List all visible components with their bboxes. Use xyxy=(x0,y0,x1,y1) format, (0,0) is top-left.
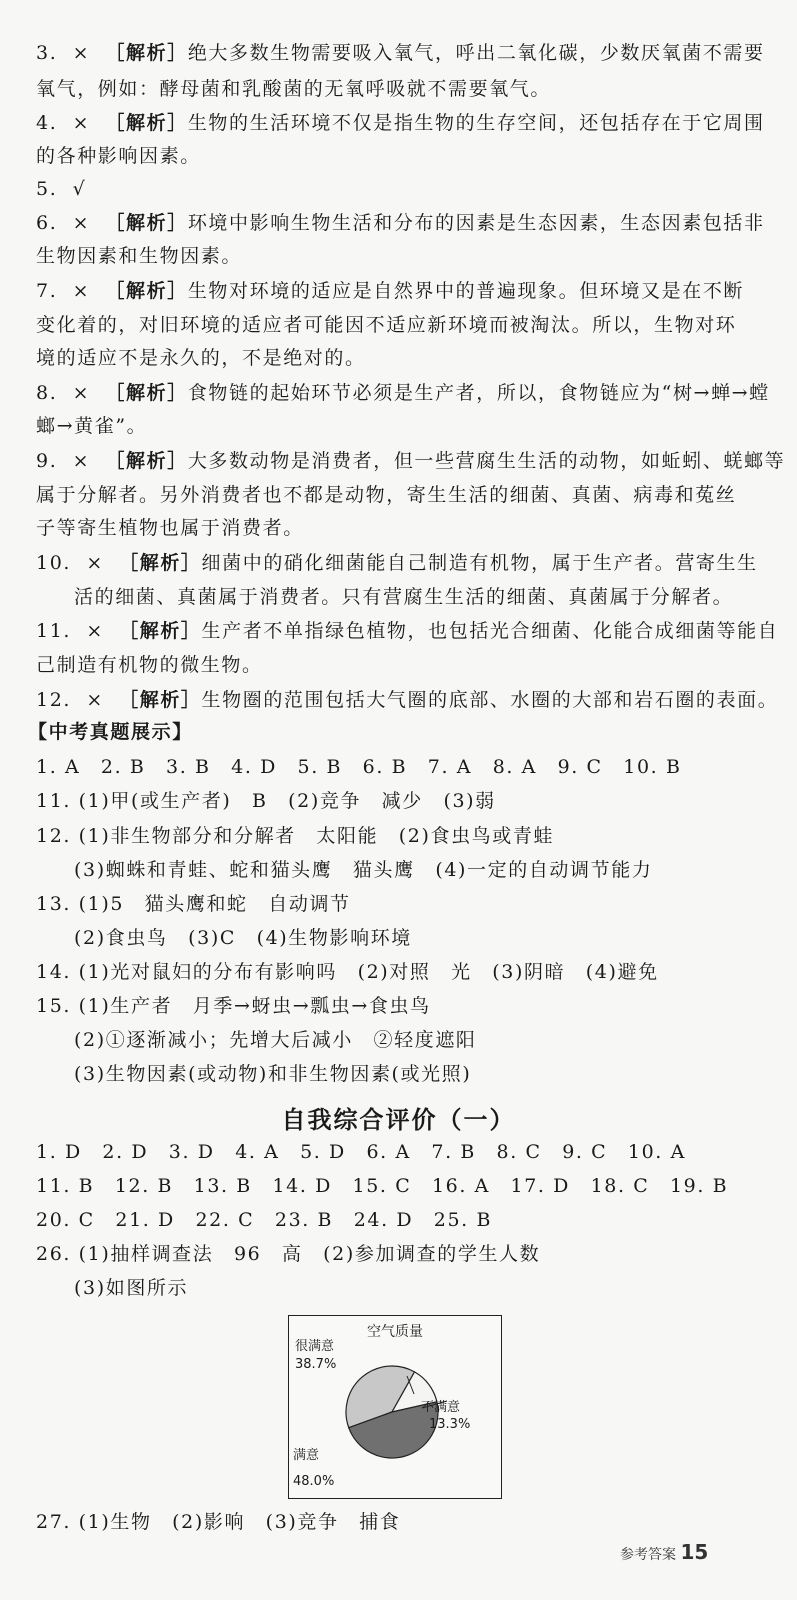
item-number: 4. xyxy=(36,112,58,134)
answer-line: 14. (1)光对鼠妇的分布有影响吗 (2)对照 光 (3)阴暗 (4)避免 xyxy=(36,961,659,983)
analysis-tag: ［解析］ xyxy=(105,280,188,302)
judgment-line: 己制造有机物的微生物。 xyxy=(36,654,263,676)
section-title: 【中考真题展示】 xyxy=(28,721,193,743)
mark: × xyxy=(72,382,91,404)
mark: √ xyxy=(72,178,87,200)
mark: × xyxy=(72,112,91,134)
label-satisfied: 满意 xyxy=(293,1448,320,1463)
answer-line: (3)生物因素(或动物)和非生物因素(或光照) xyxy=(74,1063,472,1085)
mark: × xyxy=(72,212,91,234)
judgment-line: 螂→黄雀”。 xyxy=(36,415,148,437)
judgment-item-10 xyxy=(36,551,758,575)
judgment-item-4 xyxy=(36,111,765,135)
value-satisfied: 48.0% xyxy=(293,1474,335,1489)
answer-line: 1. A 2. B 3. B 4. D 5. B 6. B 7. A 8. A 9. C 10. B xyxy=(36,756,682,778)
judgment-item-9 xyxy=(36,449,785,473)
item-text: 生物对环境的适应是自然界中的普遍现象。但环境又是在不断 xyxy=(187,280,745,302)
item-number: 9. xyxy=(36,450,58,472)
analysis-tag: ［解析］ xyxy=(105,382,188,404)
judgment-line: 生物因素和生物因素。 xyxy=(36,245,243,267)
analysis-tag: ［解析］ xyxy=(119,689,202,711)
item-number: 6. xyxy=(36,212,58,234)
judgment-line: 活的细菌、真菌属于消费者。只有营腐生生活的细菌、真菌属于分解者。 xyxy=(74,586,734,608)
judgment-item-11 xyxy=(36,619,778,643)
analysis-tag: ［解析］ xyxy=(105,450,188,472)
pie-chart xyxy=(289,1316,501,1498)
page-footer xyxy=(620,1540,708,1564)
answer-line: 26. (1)抽样调查法 96 高 (2)参加调查的学生人数 xyxy=(36,1243,541,1265)
analysis-tag: ［解析］ xyxy=(119,552,202,574)
mark: × xyxy=(86,689,104,711)
item-text: 食物链的起始环节必须是生产者，所以，食物链应为“树→蝉→螳 xyxy=(187,382,770,404)
item-text: 绝大多数生物需要吸入氧气，呼出二氧化碳，少数厌氧菌不需要 xyxy=(187,42,765,64)
mark: × xyxy=(86,620,104,642)
mark: × xyxy=(72,280,91,302)
judgment-line: 子等寄生植物也属于消费者。 xyxy=(36,517,304,539)
answer-line: 11. B 12. B 13. B 14. D 15. C 16. A 17. D 18. C 19. B xyxy=(36,1175,729,1197)
page-heading: 自我综合评价（一） xyxy=(281,1106,516,1134)
value-very-satisfied: 38.7% xyxy=(295,1357,337,1372)
value-unsatisfied: 13.3% xyxy=(429,1417,471,1432)
analysis-tag: ［解析］ xyxy=(105,42,188,64)
judgment-line: 属于分解者。另外消费者也不都是动物，寄生生活的细菌、真菌、病毒和菟丝 xyxy=(36,484,737,506)
analysis-tag: ［解析］ xyxy=(119,620,202,642)
judgment-line: 氧气，例如：酵母菌和乳酸菌的无氧呼吸就不需要氧气。 xyxy=(36,78,552,100)
mark: × xyxy=(86,552,104,574)
label-very-satisfied: 很满意 xyxy=(295,1339,335,1354)
page-number: 15 xyxy=(680,1540,709,1564)
answer-line: 15. (1)生产者 月季→蚜虫→瓢虫→食虫鸟 xyxy=(36,995,431,1017)
answer-line: 11. (1)甲(或生产者) B (2)竞争 减少 (3)弱 xyxy=(36,790,496,812)
answer-line: 20. C 21. D 22. C 23. B 24. D 25. B xyxy=(36,1209,493,1231)
item-number: 8. xyxy=(36,382,58,404)
answer-line: 1. D 2. D 3. D 4. A 5. D 6. A 7. B 8. C 9. C 10. A xyxy=(36,1141,686,1163)
judgment-line: 的各种影响因素。 xyxy=(36,145,201,167)
answer-line: (2)①逐渐减小；先增大后减小 ②轻度遮阳 xyxy=(74,1029,477,1051)
judgment-item-7 xyxy=(36,279,744,303)
mark: × xyxy=(72,450,91,472)
chart-title: 空气质量 xyxy=(367,1324,423,1340)
item-number: 11. xyxy=(36,620,72,642)
judgment-line: 境的适应不是永久的，不是绝对的。 xyxy=(36,347,366,369)
answer-line: (2)食虫鸟 (3)C (4)生物影响环境 xyxy=(74,927,412,949)
analysis-tag: ［解析］ xyxy=(105,112,188,134)
item-text: 环境中影响生物生活和分布的因素是生态因素，生态因素包括非 xyxy=(187,212,765,234)
analysis-tag: ［解析］ xyxy=(105,212,188,234)
answer-line: 12. (1)非生物部分和分解者 太阳能 (2)食虫鸟或青蛙 xyxy=(36,825,555,847)
item-text: 大多数动物是消费者，但一些营腐生生活的动物，如蚯蚓、蜣螂等 xyxy=(187,450,786,472)
answer-line: (3)蜘蛛和青蛙、蛇和猫头鹰 猫头鹰 (4)一定的自动调节能力 xyxy=(74,859,653,881)
answer-line: 13. (1)5 猫头鹰和蛇 自动调节 xyxy=(36,893,351,915)
item-text: 生物的生活环境不仅是指生物的生存空间，还包括存在于它周围 xyxy=(187,112,765,134)
mark: × xyxy=(72,42,91,64)
item-number: 5. xyxy=(36,178,58,200)
answer-line: 27. (1)生物 (2)影响 (3)竞争 捕食 xyxy=(36,1511,401,1533)
judgment-item-8 xyxy=(36,381,770,405)
item-text: 生产者不单指绿色植物，也包括光合细菌、化能合成细菌等能自 xyxy=(201,620,779,642)
pie-chart-frame xyxy=(288,1315,502,1499)
item-number: 10. xyxy=(36,552,72,574)
footer-label: 参考答案 xyxy=(620,1547,676,1563)
judgment-item-3 xyxy=(36,41,765,65)
item-text: 细菌中的硝化细菌能自己制造有机物，属于生产者。营寄生生 xyxy=(201,552,758,574)
item-number: 3. xyxy=(36,42,58,64)
judgment-item-5 xyxy=(36,177,86,201)
item-text: 生物圈的范围包括大气圈的底部、水圈的大部和岩石圈的表面。 xyxy=(201,689,779,711)
item-number: 12. xyxy=(36,689,72,711)
judgment-line: 变化着的，对旧环境的适应者可能因不适应新环境而被淘汰。所以，生物对环 xyxy=(36,314,737,336)
judgment-item-6 xyxy=(36,211,765,235)
label-unsatisfied: 不满意 xyxy=(421,1400,461,1415)
item-number: 7. xyxy=(36,280,58,302)
judgment-item-12 xyxy=(36,688,778,712)
answer-line: (3)如图所示 xyxy=(74,1277,189,1299)
